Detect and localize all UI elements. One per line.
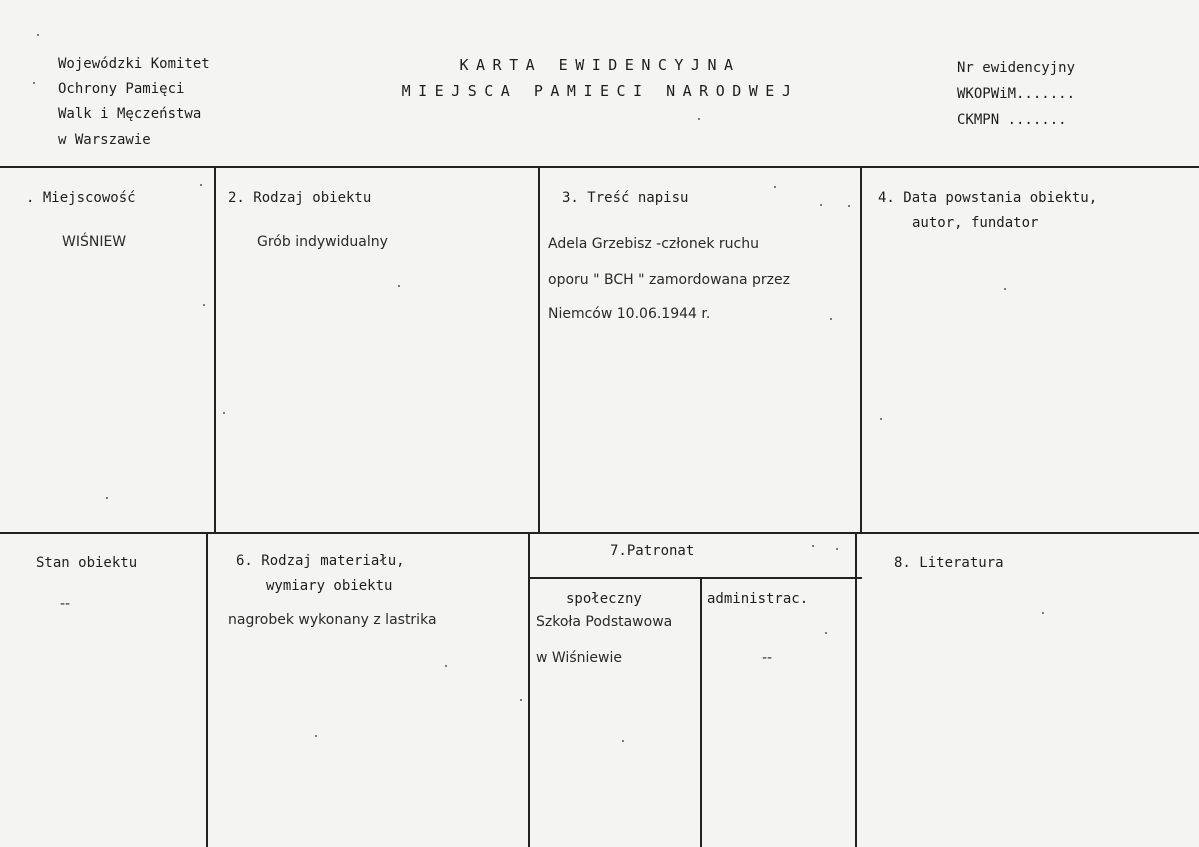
field-label-tresc-napisu: 3. Treść napisu xyxy=(562,190,689,206)
committee-line: Ochrony Pamięci xyxy=(58,81,185,97)
grid-line-col2-top xyxy=(538,166,540,532)
grid-line-middle xyxy=(0,532,1199,534)
grid-line-col1-bottom xyxy=(206,532,208,847)
field-label-wymiary-obiektu: wymiary obiektu xyxy=(266,578,393,594)
field-label-miejscowosc: . Miejscowość xyxy=(26,190,136,206)
field-label-data-powstania: 4. Data powstania obiektu, xyxy=(878,190,1098,206)
grid-line-patronat xyxy=(529,577,862,579)
patronat-spoleczny-line: Szkoła Podstawowa xyxy=(536,614,673,630)
grid-line-col3-bottom xyxy=(855,532,857,847)
committee-line: Wojewódzki Komitet xyxy=(58,56,210,72)
field-value-stan-obiektu: -- xyxy=(60,596,71,612)
patronat-spoleczny-line: w Wiśniewie xyxy=(536,650,622,666)
inscription-line: oporu " BCH " zamordowana przez xyxy=(548,272,790,288)
field-value-rodzaj-materialu: nagrobek wykonany z lastrika xyxy=(228,612,437,628)
registry-wkopwim: WKOPWiM....... xyxy=(957,86,1076,102)
field-value-rodzaj-obiektu: Grób indywidualny xyxy=(257,234,388,250)
grid-line-top xyxy=(0,166,1199,168)
patronat-administrac-label: administrac. xyxy=(707,591,809,607)
committee-line: w Warszawie xyxy=(58,132,151,148)
field-label-stan-obiektu: Stan obiektu xyxy=(36,555,138,571)
card-title-line2: MIEJSCA PAMIECI NARODWEJ xyxy=(401,82,799,100)
field-label-patronat: 7.Patronat xyxy=(610,543,695,559)
grid-line-col3-top xyxy=(860,166,862,532)
field-value-miejscowosc: WIŚNIEW xyxy=(62,234,127,250)
registry-ckmpn: CKMPN ....... xyxy=(957,112,1067,128)
grid-line-patronat-split xyxy=(700,577,702,847)
patronat-spoleczny-label: społeczny xyxy=(566,591,642,607)
grid-line-col1-top xyxy=(214,166,216,532)
inscription-line: Niemców 10.06.1944 r. xyxy=(548,306,711,322)
field-label-literatura: 8. Literatura xyxy=(894,555,1004,571)
registry-label: Nr ewidencyjny xyxy=(957,60,1076,76)
field-label-rodzaj-obiektu: 2. Rodzaj obiektu xyxy=(228,190,372,206)
committee-line: Walk i Męczeństwa xyxy=(58,106,202,122)
patronat-administrac-value: -- xyxy=(762,650,773,666)
grid-line-col2-bottom xyxy=(528,532,530,847)
card-title-line1: KARTA EWIDENCYJNA xyxy=(459,56,741,74)
inscription-line: Adela Grzebisz -członek ruchu xyxy=(548,236,759,252)
field-label-data-powstania-line2: autor, fundator xyxy=(912,215,1039,231)
field-label-rodzaj-materialu: 6. Rodzaj materiału, xyxy=(236,553,405,569)
